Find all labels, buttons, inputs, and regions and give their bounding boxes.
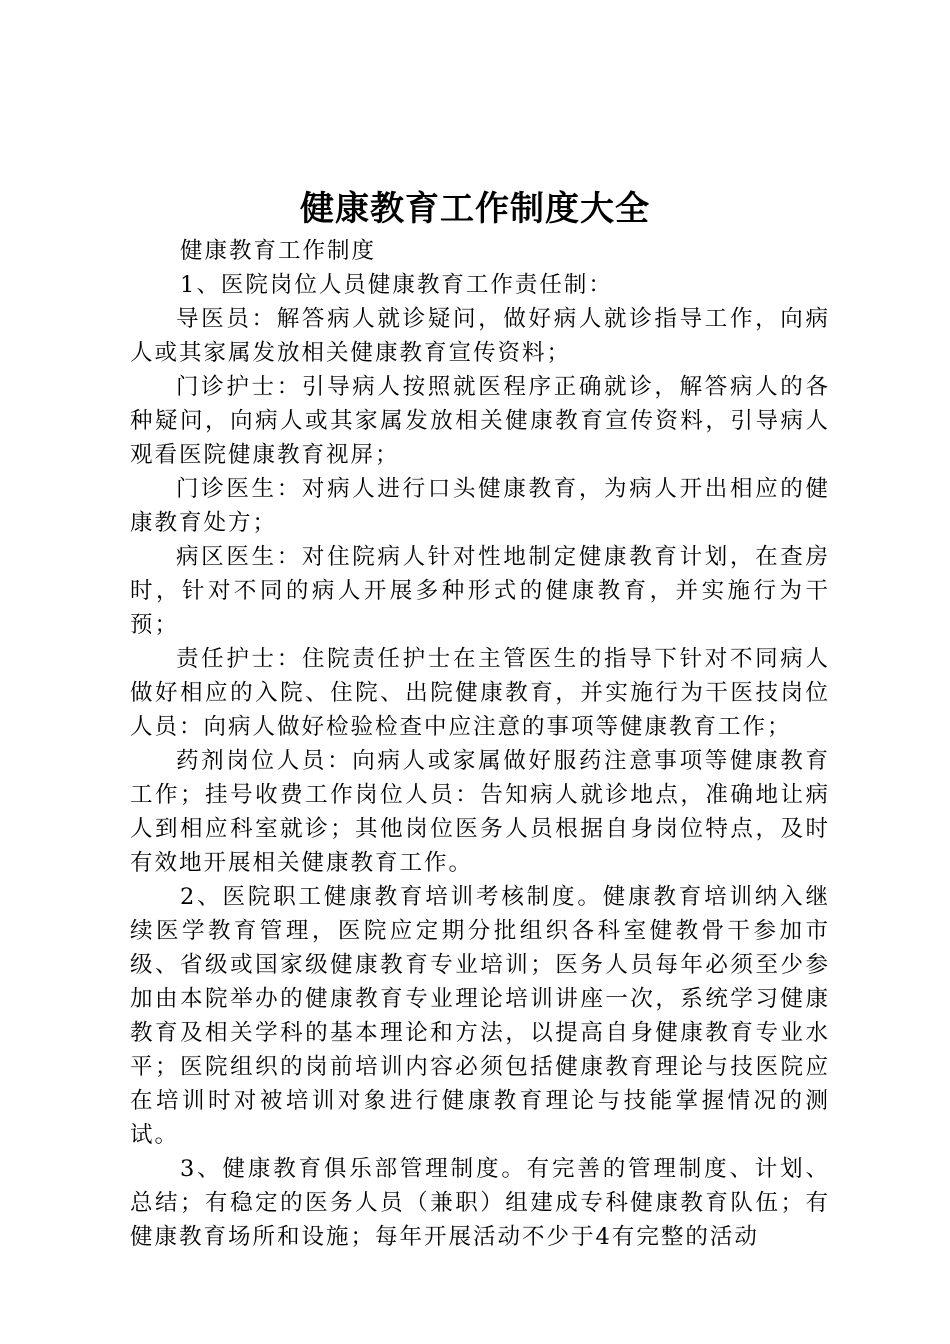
section-heading: 健康教育工作制度	[180, 238, 377, 264]
paragraph-responsible-nurse: 责任护士：住院责任护士在主管医生的指导下针对不同病人做好相应的入院、住院、出院健康教育，并实施行为干医技岗位人员：向病人做好检验检查中应注意的事项等健康教育工作；	[130, 646, 830, 740]
paragraph-ward-doctor: 病区医生：对住院病人针对性地制定健康教育计划，在查房时，针对不同的病人开展多种形式的健康教育，并实施行为干预；	[130, 544, 830, 638]
document-title: 健康教育工作制度大全	[300, 189, 650, 229]
paragraph-pharmacy-staff: 药剂岗位人员：向病人或家属做好服药注意事项等健康教育工作；挂号收费工作岗位人员：告知病人就诊地点，准确地让病人到相应科室就诊；其他岗位医务人员根据自身岗位特点，及时有效地开展相关健康教育工作。	[130, 748, 830, 876]
paragraph-responsibility-heading: 1、医院岗位人员健康教育工作责任制：	[180, 272, 613, 298]
paragraph-outpatient-doctor: 门诊医生：对病人进行口头健康教育，为病人开出相应的健康教育处方；	[130, 476, 830, 536]
paragraph-health-club: 3、健康教育俱乐部管理制度。有完善的管理制度、计划、总结；有稳定的医务人员（兼职）组建成专科健康教育队伍；有健康教育场所和设施；每年开展活动不少于4有完整的活动	[130, 1156, 830, 1250]
document-body	[130, 234, 830, 1254]
paragraph-outpatient-nurse: 门诊护士：引导病人按照就医程序正确就诊，解答病人的各种疑问，向病人或其家属发放相关健康教育宣传资料，引导病人观看医院健康教育视屏；	[130, 374, 830, 468]
paragraph-guide-staff: 导医员：解答病人就诊疑问，做好病人就诊指导工作，向病人或其家属发放相关健康教育宣传资料；	[130, 306, 830, 366]
paragraph-training-assessment: 2、医院职工健康教育培训考核制度。健康教育培训纳入继续医学教育管理，医院应定期分批组织各科室健教骨干参加市级、省级或国家级健康教育专业培训；医务人员每年必须至少参加由本院举办的健康教育专业理论培训讲座一次，系统学习健康教育及相关学科的基本理论和方法，以提高自身健康教育专业水平；医院组织的岗前培训内容必须包括健康教育理论与技医院应在培训时对被培训对象进行健康教育理论与技能掌握情况的测试。	[130, 884, 830, 1148]
